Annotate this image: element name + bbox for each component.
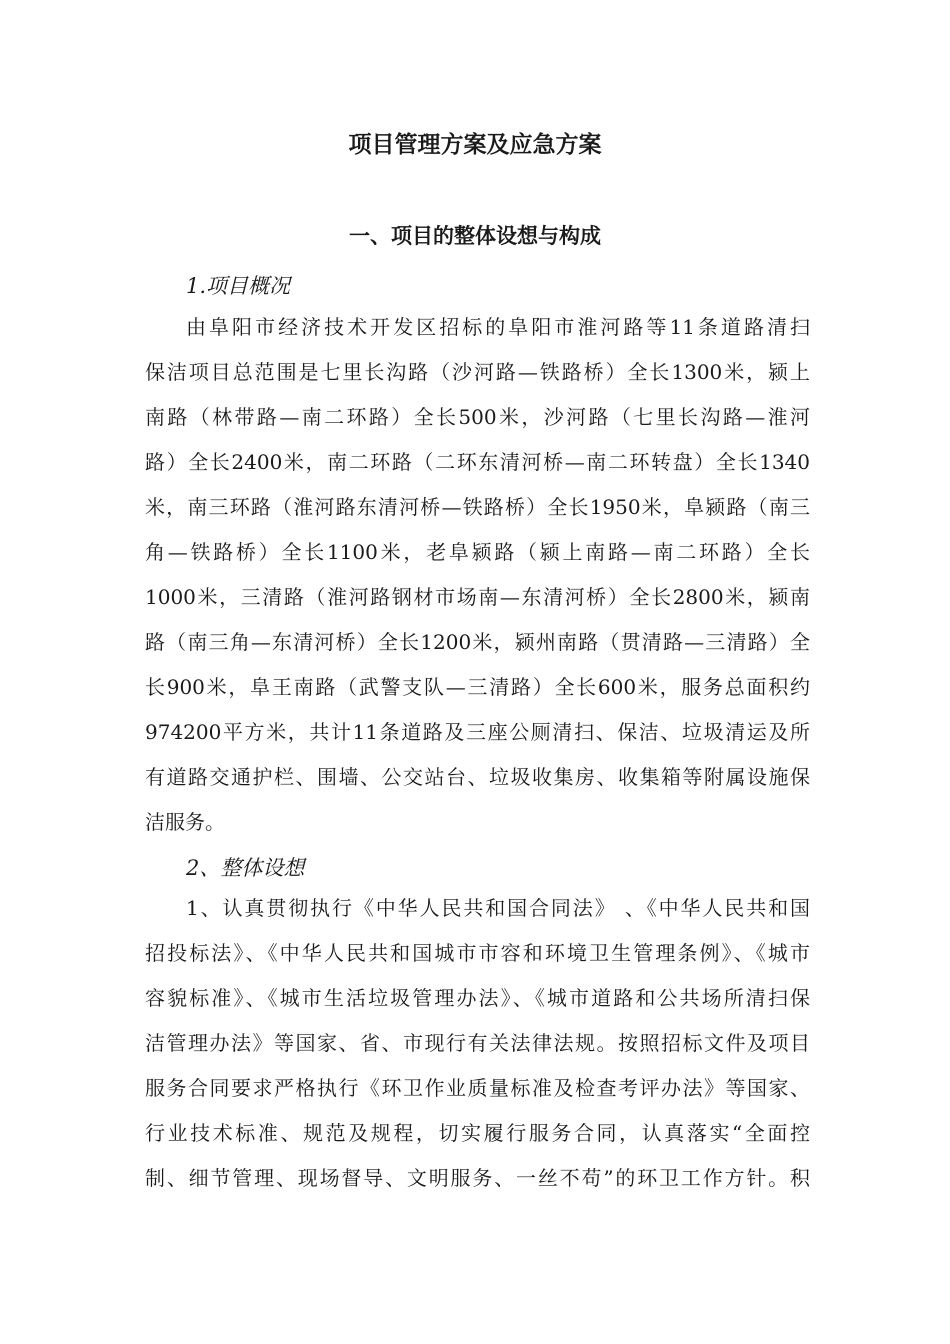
paragraph-line: 米，南三环路（淮河路东清河桥—铁路桥）全长1950米，阜颍路（南三 (145, 495, 810, 519)
paragraph-line: 服务合同要求严格执行《环卫作业质量标准及检查考评办法》等国家、 (145, 1076, 810, 1100)
paragraph-line: 容貌标准》、《城市生活垃圾管理办法》、《城市道路和公共场所清扫保 (145, 986, 810, 1010)
paragraph-line: 路（南三角—东清河桥）全长1200米，颍州南路（贯清路—三清路）全 (145, 630, 810, 654)
paragraph-line: 洁服务。 (145, 810, 225, 834)
paragraph-line: 974200平方米，共计11条道路及三座公厕清扫、保洁、垃圾清运及所 (145, 720, 810, 744)
paragraph-line: 1、认真贯彻执行《中华人民共和国合同法》 、《中华人民共和国 (186, 896, 810, 920)
paragraph-line: 招投标法》、《中华人民共和国城市市容和环境卫生管理条例》、《城市 (145, 941, 810, 965)
paragraph-line: 有道路交通护栏、围墙、公交站台、垃圾收集房、收集箱等附属设施保 (145, 765, 810, 789)
subheading-overview: 1.项目概况 (186, 274, 291, 298)
document-title: 项目管理方案及应急方案 (348, 132, 602, 158)
paragraph-line: 路）全长2400米，南二环路（二环东清河桥—南二环转盘）全长1340 (145, 450, 810, 474)
paragraph-line: 洁管理办法》等国家、省、市现行有关法律法规。按照招标文件及项目 (145, 1031, 810, 1055)
subheading-concept: 2、整体设想 (186, 856, 305, 880)
paragraph-line: 保洁项目总范围是七里长沟路（沙河路—铁路桥）全长1300米，颍上 (145, 360, 810, 384)
paragraph-line: 角—铁路桥）全长1100米，老阜颍路（颍上南路—南二环路）全长 (145, 540, 810, 564)
paragraph-line: 长900米，阜王南路（武警支队—三清路）全长600米，服务总面积约 (145, 675, 810, 699)
section-heading: 一、项目的整体设想与构成 (349, 224, 601, 248)
paragraph-line: 1000米，三清路（淮河路钢材市场南—东清河桥）全长2800米，颍南 (145, 585, 810, 609)
paragraph-line: 制、细节管理、现场督导、文明服务、一丝不苟”的环卫工作方针。积 (145, 1166, 810, 1190)
paragraph-line: 由阜阳市经济技术开发区招标的阜阳市淮河路等11条道路清扫 (186, 315, 810, 339)
paragraph-line: 行业技术标准、规范及规程，切实履行服务合同，认真落实“全面控 (145, 1121, 810, 1145)
paragraph-line: 南路（林带路—南二环路）全长500米，沙河路（七里长沟路—淮河 (145, 405, 810, 429)
